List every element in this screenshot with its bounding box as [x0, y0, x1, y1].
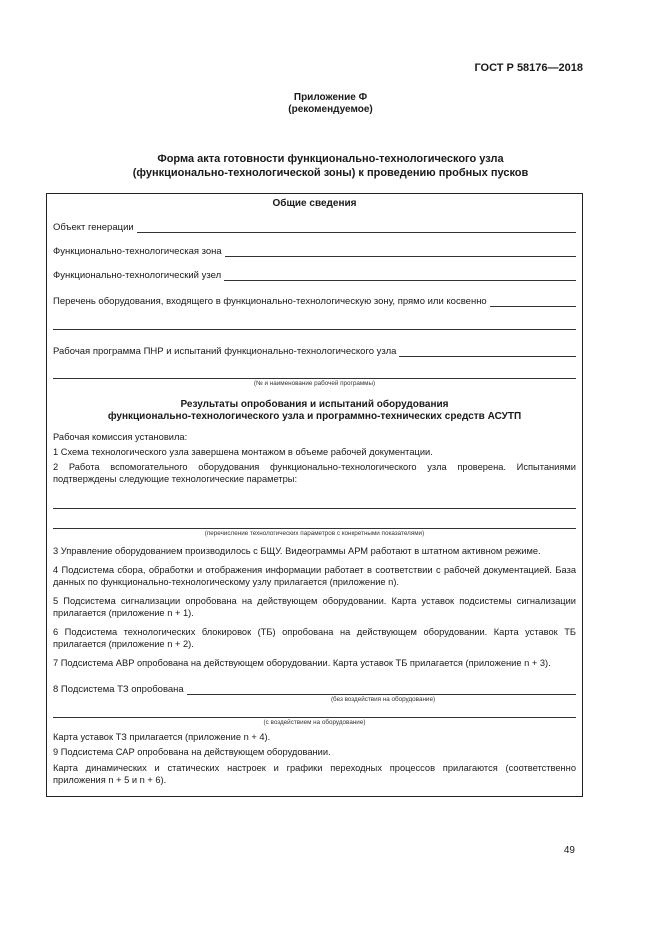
item-6: 6 Подсистема технологических блокировок (ТБ) опробована на действующем оборудовании. Карта уставок ТБ прилагается (приложение n + 2). — [53, 627, 576, 649]
appendix-status: (рекомендуемое) — [288, 104, 373, 115]
item-8-hint-1: (без воздействия на оборудование) — [330, 696, 436, 703]
commission-text: Рабочая комиссия установила: — [53, 432, 188, 442]
item-1: 1 Схема технологического узла завершена монтажом в объеме рабочей документации. — [53, 447, 433, 457]
page-number: 49 — [563, 845, 575, 856]
program-label: Рабочая программа ПНР и испытаний функционально-технологического узла — [53, 346, 397, 357]
form-title-line2: (функционально-технологической зоны) к проведению пробных пусков — [132, 167, 529, 179]
results-title-1: Результаты опробования и испытаний оборудования — [180, 399, 449, 410]
item-3: 3 Управление оборудованием производилось с БЩУ. Видеограммы АРМ работают в штатном активном режиме. — [53, 546, 541, 556]
results-title-2: функционально-технологического узла и программно-технических средств АСУТП — [107, 411, 522, 422]
program-line-2[interactable] — [53, 378, 576, 379]
node-field[interactable] — [53, 270, 576, 281]
standard-code: ГОСТ Р 58176—2018 — [474, 62, 583, 74]
item-8-label: 8 Подсистема ТЗ опробована — [53, 684, 184, 695]
item-4: 4 Подсистема сбора, обработки и отображения информации работает в соответствии с рабочей документацией. База данных по функционально-технологическому узлу прилагается (приложение n). — [53, 565, 576, 587]
equipment-line-2[interactable] — [53, 329, 576, 330]
params-hint: (перечисление технологических параметров с конкретными показателями) — [204, 530, 425, 537]
program-line[interactable] — [399, 347, 576, 357]
params-line-1[interactable] — [53, 508, 576, 509]
item-7: 7 Подсистема АВР опробована на действующем оборудовании. Карта уставок ТБ прилагается (приложение n + 3). — [53, 658, 551, 668]
item-9: 9 Подсистема САР опробована на действующем оборудовании. — [53, 747, 331, 757]
form-title — [0, 152, 661, 180]
zone-field[interactable] — [53, 246, 576, 257]
general-section-title: Общие сведения — [272, 198, 357, 209]
item-8-field[interactable] — [53, 684, 576, 695]
object-line[interactable] — [137, 223, 576, 233]
item-5: 5 Подсистема сигнализации опробована на действующем оборудовании. Карта уставок подсистемы сигнализации прилагается (приложение n + 1). — [53, 596, 576, 618]
equipment-line[interactable] — [490, 297, 576, 307]
zone-line[interactable] — [225, 247, 576, 257]
item-2: 2 Работа вспомогательного оборудования функционально-технологического узла проверена. Испытаниями подтверждены следующие технологические параметры: — [53, 462, 576, 484]
item-8-line-2[interactable] — [53, 717, 576, 718]
program-field[interactable] — [53, 346, 576, 357]
sar-card: Карта динамических и статических настроек и графики переходных процессов прилагаются (соответственно приложения n + 5 и n + 6). — [53, 763, 576, 785]
appendix-title: Приложение Ф — [293, 92, 368, 103]
item-8-line[interactable] — [187, 685, 576, 695]
node-line[interactable] — [224, 271, 576, 281]
form-frame — [46, 193, 583, 797]
object-label: Объект генерации — [53, 222, 134, 233]
zone-label: Функционально-технологическая зона — [53, 246, 222, 257]
program-hint: (№ и наименование рабочей программы) — [253, 380, 376, 387]
equipment-label: Перечень оборудования, входящего в функционально-технологическую зону, прямо или косвенно — [53, 296, 487, 307]
node-label: Функционально-технологический узел — [53, 270, 222, 281]
params-line-2[interactable] — [53, 528, 576, 529]
object-field[interactable] — [53, 222, 576, 233]
form-title-line1: Форма акта готовности функционально-технологического узла — [157, 153, 504, 165]
appendix-heading — [0, 92, 661, 116]
item-8-hint-2: (с воздействием на оборудование) — [263, 719, 366, 726]
tz-card: Карта уставок ТЗ прилагается (приложение n + 4). — [53, 732, 271, 742]
equipment-field[interactable] — [53, 296, 576, 307]
